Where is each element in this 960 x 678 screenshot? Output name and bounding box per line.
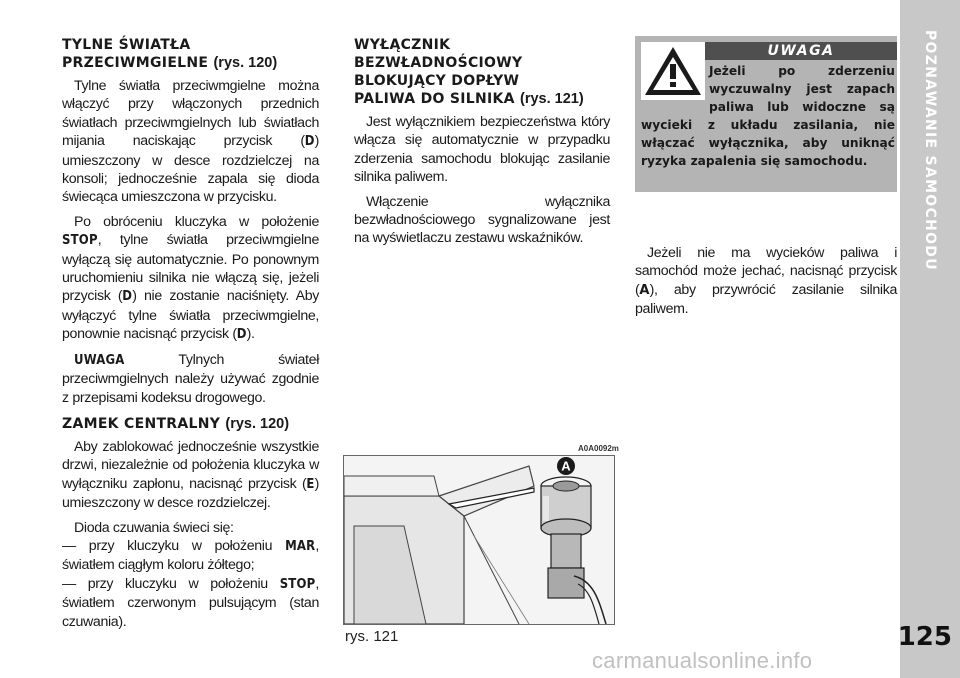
- column-middle: [354, 36, 610, 254]
- heading-central-lock: ZAMEK CENTRALNY (rys. 120): [62, 415, 290, 432]
- page-number: 125: [897, 622, 952, 652]
- paragraph: Tylne światła przeciwmgielne można włączyć przy włączonych przednich światłach przeciwmgielnych lub światłach mijania naciskając przycisk (D) umieszczony w desce rozdzielczej na konsoli; jednocześnie zapala się dioda świecąca umieszczona w przycisku.: [62, 78, 319, 206]
- paragraph: Jest wyłącznikiem bezpieczeństwa który włącza się automatycznie w przypadku zderzenia samochodu blokując zasilanie silnika paliwem.: [354, 114, 610, 186]
- paragraph: Włączenie wyłącznika bezwładnościowego sygnalizowane jest na wyświetlaczu zestawu wskaźników.: [354, 193, 610, 247]
- warning-box: [635, 36, 897, 192]
- list-item: — przy kluczyku w położeniu MAR, światłem ciągłym koloru żółtego;: [62, 537, 319, 574]
- figure-inertia-switch: [343, 455, 615, 625]
- paragraph: Jeżeli nie ma wycieków paliwa i samochód może jechać, nacisnąć przycisk (A), aby przywrócić zasilanie silnika paliwem.: [635, 245, 897, 318]
- section-title-text: POZNAWANIE SAMOCHODU: [922, 30, 938, 271]
- note-paragraph: UWAGA Tylnych świateł przeciwmgielnych należy używać zgodnie z przepisami kodeksu drogowego.: [62, 351, 319, 406]
- column-right-text: [635, 244, 897, 319]
- list-item: — przy kluczyku w położeniu STOP, światłem czerwonym pulsującym (stan czuwania).: [62, 575, 319, 630]
- watermark: carmanualsonline.info: [592, 648, 813, 673]
- section-sidebar: [897, 0, 960, 678]
- paragraph: Aby zablokować jednocześnie wszystkie drzwi, niezależnie od położenia kluczyka w wyłączniku zapłonu, nacisnąć przycisk (E) umieszczony w desce rozdzielczej.: [62, 438, 319, 512]
- section-title: [904, 0, 956, 270]
- figure-code: A0A0092m: [578, 444, 619, 453]
- heading-inertia-switch: WYŁĄCZNIK BEZWŁADNOŚCIOWY BLOKUJĄCY DOPŁYW PALIWA DO SILNIKA (rys. 121): [354, 37, 584, 107]
- figure-caption: rys. 121: [345, 628, 399, 645]
- paragraph: Po obróceniu kluczyka w położenie STOP, tylne światła przeciwmgielne wyłączą się automatycznie. Po ponownym uruchomieniu silnika nie włączą się, jeżeli przycisk (D) nie zostanie naciśnięty. Aby wyłączyć tylne światła przeciwmgielne, ponownie nacisnąć przycisk (D).: [62, 213, 319, 343]
- callout-a-label: A: [561, 458, 571, 474]
- heading-rear-fog-lights: TYLNE ŚWIATŁA PRZECIWMGIELNE (rys. 120): [62, 37, 278, 71]
- warning-text: Jeżeli po zderzeniu wyczuwalny jest zapach paliwa lub widoczne są wycieki z układu zasilania, nie włączać wyłącznika, aby uniknąć ryzyka zapalenia się samochodu.: [641, 64, 895, 168]
- column-left: [62, 36, 319, 637]
- paragraph: Dioda czuwania świeci się:: [74, 519, 234, 536]
- inertia-switch-illustration: [344, 456, 614, 624]
- warning-badge: UWAGA: [705, 42, 897, 60]
